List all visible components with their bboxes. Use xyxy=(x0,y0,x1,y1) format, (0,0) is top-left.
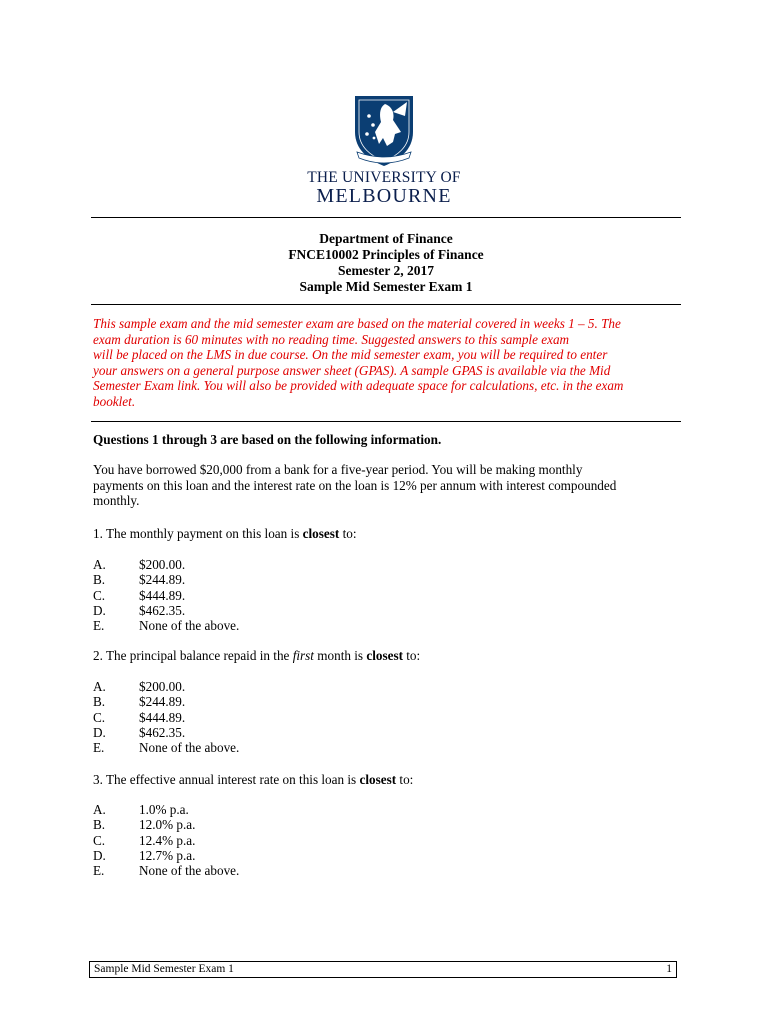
question-text: to: xyxy=(402,648,421,663)
question-1-stem xyxy=(93,526,683,542)
note-line: your answers on a general purpose answer sheet (GPAS). A sample GPAS is available via the Mid xyxy=(93,362,611,378)
option-c xyxy=(93,710,239,725)
option-letter: B. xyxy=(93,572,106,588)
option-letter: C. xyxy=(93,587,106,603)
option-letter: C. xyxy=(93,832,106,848)
note-line: Semester Exam link. You will also be provided with adequate space for calculations, etc. in the exam xyxy=(93,378,624,394)
option-c xyxy=(93,588,239,603)
option-text: $200.00. xyxy=(139,679,186,694)
info-line: monthly. xyxy=(93,493,140,508)
option-letter: A. xyxy=(93,802,106,817)
question-3-options xyxy=(93,802,239,878)
university-crest-icon xyxy=(349,92,419,168)
option-text: $200.00. xyxy=(139,557,186,572)
option-letter: B. xyxy=(93,694,106,710)
info-line: payments on this loan and the interest rate on the loan is 12% per annum with interest compounded xyxy=(93,477,617,493)
note-line: This sample exam and the mid semester exam are based on the material covered in weeks 1 – 5. The xyxy=(93,316,621,331)
option-b xyxy=(93,694,239,709)
option-text: $244.89. xyxy=(139,572,186,588)
option-letter: E. xyxy=(93,618,105,634)
option-b xyxy=(93,817,239,832)
note-rule xyxy=(91,421,681,422)
loan-information xyxy=(93,462,683,509)
question-2-stem xyxy=(93,648,683,664)
question-text: to: xyxy=(339,526,357,541)
university-name-line2: MELBOURNE xyxy=(316,185,452,207)
exam-header xyxy=(91,231,681,295)
option-d xyxy=(93,848,239,863)
option-text: 12.7% p.a. xyxy=(139,847,196,863)
info-line: You have borrowed $20,000 from a bank for a five-year period. You will be making monthly xyxy=(93,462,583,477)
option-a xyxy=(93,802,239,817)
option-text: 1.0% p.a. xyxy=(139,802,189,817)
option-text: $244.89. xyxy=(139,694,186,710)
header-rule-top xyxy=(91,217,681,218)
page-footer xyxy=(89,961,677,978)
option-text: None of the above. xyxy=(139,740,240,756)
question-text: 2. The principal balance repaid in the xyxy=(93,648,293,663)
option-text: 12.4% p.a. xyxy=(139,832,196,848)
page-number: 1 xyxy=(666,963,672,975)
university-name-line1: THE UNIVERSITY OF xyxy=(307,169,461,186)
option-letter: D. xyxy=(93,847,106,863)
option-text: 12.0% p.a. xyxy=(139,817,196,833)
question-2-options xyxy=(93,679,239,755)
note-line: will be placed on the LMS in due course. On the mid semester exam, you will be required to enter xyxy=(93,347,608,363)
question-3-stem xyxy=(93,772,683,788)
option-letter: B. xyxy=(93,817,106,833)
option-d xyxy=(93,603,239,618)
header-rule-bottom xyxy=(91,304,681,305)
questions-intro: Questions 1 through 3 are based on the following information. xyxy=(93,432,442,447)
question-emphasis: closest xyxy=(359,772,397,787)
option-c xyxy=(93,833,239,848)
question-text: 3. The effective annual interest rate on this loan is xyxy=(93,772,360,787)
question-text: to: xyxy=(396,772,414,787)
option-text: $462.35. xyxy=(139,602,186,618)
question-emphasis: closest xyxy=(366,648,403,663)
option-e xyxy=(93,863,239,878)
option-e xyxy=(93,618,239,633)
option-e xyxy=(93,740,239,755)
exam-title: Sample Mid Semester Exam 1 xyxy=(299,279,473,294)
option-letter: C. xyxy=(93,709,106,725)
option-letter: E. xyxy=(93,863,105,879)
option-letter: D. xyxy=(93,602,106,618)
option-b xyxy=(93,572,239,587)
exam-instructions-note xyxy=(93,316,683,410)
question-text: month is xyxy=(313,648,367,663)
question-1-options xyxy=(93,557,239,633)
question-italic: first xyxy=(292,648,314,663)
semester-title: Semester 2, 2017 xyxy=(337,263,435,278)
option-text: $462.35. xyxy=(139,724,186,740)
question-text: 1. The monthly payment on this loan is xyxy=(93,526,303,541)
option-text: $444.89. xyxy=(139,587,186,603)
option-text: None of the above. xyxy=(139,618,240,634)
footer-title: Sample Mid Semester Exam 1 xyxy=(94,963,234,975)
note-line: exam duration is 60 minutes with no reading time. Suggested answers to this sample exam xyxy=(93,331,570,347)
note-line: booklet. xyxy=(93,393,136,409)
option-d xyxy=(93,725,239,740)
question-emphasis: closest xyxy=(302,526,340,541)
option-text: $444.89. xyxy=(139,709,186,725)
option-a xyxy=(93,679,239,694)
option-a xyxy=(93,557,239,572)
course-title: FNCE10002 Principles of Finance xyxy=(288,247,484,262)
option-letter: E. xyxy=(93,740,105,756)
option-letter: D. xyxy=(93,724,106,740)
university-logo xyxy=(0,92,768,207)
department-title: Department of Finance xyxy=(319,231,453,246)
option-letter: A. xyxy=(93,557,106,572)
option-text: None of the above. xyxy=(139,863,240,879)
option-letter: A. xyxy=(93,679,106,694)
